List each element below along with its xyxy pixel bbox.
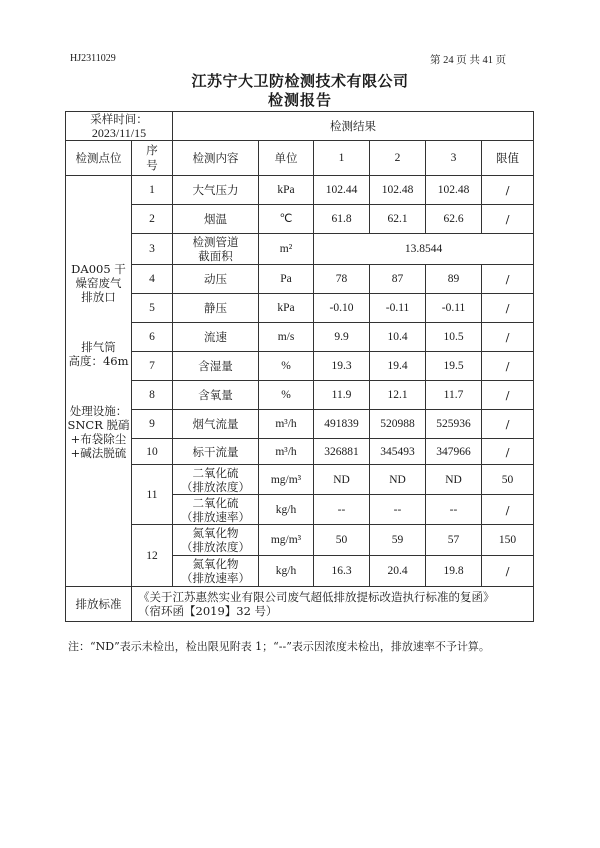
table-row — [66, 176, 534, 205]
value-cell: 11.7 — [426, 381, 482, 410]
value-cell: 520988 — [370, 410, 426, 439]
table-row — [66, 234, 534, 265]
limit-cell: / — [482, 439, 534, 465]
value-cell: 102.44 — [314, 176, 370, 205]
item-cell: 静压 — [173, 294, 259, 323]
item-cell: 烟气流量 — [173, 410, 259, 439]
item-cell: 流速 — [173, 323, 259, 352]
value-cell: 326881 — [314, 439, 370, 465]
item-cell: 氮氧化物 （排放速率） — [173, 556, 259, 587]
value-cell: ND — [314, 465, 370, 495]
value-cell: 19.4 — [370, 352, 426, 381]
item-cell: 含氧量 — [173, 381, 259, 410]
page-info: 第 24 页 共 41 页 — [430, 55, 507, 66]
unit-cell: mg/m³ — [259, 465, 314, 495]
value-cell: 491839 — [314, 410, 370, 439]
unit-cell: mg/m³ — [259, 525, 314, 556]
seq-cell: 10 — [132, 439, 173, 465]
value-cell: 57 — [426, 525, 482, 556]
unit-cell: kg/h — [259, 495, 314, 525]
seq-cell: 3 — [132, 234, 173, 265]
standard-label: 排放标准 — [66, 587, 132, 622]
table-row — [66, 410, 534, 439]
value-cell: 50 — [314, 525, 370, 556]
item-cell: 烟温 — [173, 205, 259, 234]
value-cell: 62.6 — [426, 205, 482, 234]
value-cell: 19.8 — [426, 556, 482, 587]
item-cell: 二氧化硫 （排放速率） — [173, 495, 259, 525]
seq-cell: 7 — [132, 352, 173, 381]
company-title: 江苏宁大卫防检测技术有限公司 — [191, 72, 409, 90]
value-cell: 102.48 — [426, 176, 482, 205]
item-cell: 二氧化硫 （排放浓度） — [173, 465, 259, 495]
results-header: 检测结果 — [173, 112, 534, 141]
limit-cell: / — [482, 495, 534, 525]
value-cell: 19.3 — [314, 352, 370, 381]
value-cell: 10.4 — [370, 323, 426, 352]
value-cell: ND — [426, 465, 482, 495]
limit-cell: / — [482, 176, 534, 205]
value-cell: -- — [314, 495, 370, 525]
unit-cell: kPa — [259, 176, 314, 205]
seq-cell: 6 — [132, 323, 173, 352]
unit-cell: kg/h — [259, 556, 314, 587]
unit-cell: m/s — [259, 323, 314, 352]
value-cell: 59 — [370, 525, 426, 556]
item-cell: 大气压力 — [173, 176, 259, 205]
item-cell: 标干流量 — [173, 439, 259, 465]
limit-cell: / — [482, 556, 534, 587]
value-cell: 12.1 — [370, 381, 426, 410]
table-row — [66, 323, 534, 352]
unit-cell: m³/h — [259, 439, 314, 465]
table-row — [66, 525, 534, 556]
limit-cell: / — [482, 323, 534, 352]
value-cell: 347966 — [426, 439, 482, 465]
limit-cell: / — [482, 381, 534, 410]
standard-text: 《关于江苏惠然实业有限公司废气超低排放提标改造执行标准的复函》 （宿环函【2019】32 号） — [132, 587, 534, 622]
limit-cell: / — [482, 294, 534, 323]
value-cell: -0.11 — [370, 294, 426, 323]
value-cell: 9.9 — [314, 323, 370, 352]
col-header-limit: 限值 — [482, 141, 534, 176]
limit-cell: / — [482, 352, 534, 381]
item-cell: 动压 — [173, 265, 259, 294]
point-description: DA005 干 燥窑废气 排放口 排气筒 高度：46m 处理设施： SNCR 脱硝 +布袋除尘 +碱法脱硫 — [66, 176, 132, 587]
item-cell: 氮氧化物 （排放浓度） — [173, 525, 259, 556]
value-cell: 61.8 — [314, 205, 370, 234]
value-cell: -- — [370, 495, 426, 525]
seq-cell: 9 — [132, 410, 173, 439]
value-cell: 102.48 — [370, 176, 426, 205]
unit-cell: kPa — [259, 294, 314, 323]
value-cell: -0.10 — [314, 294, 370, 323]
item-cell: 检测管道 截面积 — [173, 234, 259, 265]
seq-cell: 4 — [132, 265, 173, 294]
sample-date: 2023/11/15 — [91, 126, 147, 140]
value-cell: 19.5 — [426, 352, 482, 381]
sample-time-cell — [66, 112, 173, 141]
table-row — [66, 381, 534, 410]
col-header-r2: 2 — [370, 141, 426, 176]
col-header-point: 检测点位 — [66, 141, 132, 176]
col-header-r1: 1 — [314, 141, 370, 176]
value-cell: 89 — [426, 265, 482, 294]
value-cell: 11.9 — [314, 381, 370, 410]
unit-cell: ℃ — [259, 205, 314, 234]
value-cell: 78 — [314, 265, 370, 294]
seq-cell: 2 — [132, 205, 173, 234]
table-row — [66, 465, 534, 495]
sample-time-label: 采样时间： — [90, 112, 148, 126]
unit-cell: m² — [259, 234, 314, 265]
col-header-item: 检测内容 — [173, 141, 259, 176]
limit-cell: / — [482, 265, 534, 294]
limit-cell: / — [482, 205, 534, 234]
seq-cell: 1 — [132, 176, 173, 205]
table-row — [66, 294, 534, 323]
table-row — [66, 265, 534, 294]
unit-cell: Pa — [259, 265, 314, 294]
table-row — [66, 352, 534, 381]
value-cell: 62.1 — [370, 205, 426, 234]
table-row — [66, 205, 534, 234]
seq-cell: 8 — [132, 381, 173, 410]
report-id: HJ2311029 — [70, 53, 116, 64]
unit-cell: % — [259, 381, 314, 410]
limit-cell: / — [482, 410, 534, 439]
value-cell: 20.4 — [370, 556, 426, 587]
limit-cell: 150 — [482, 525, 534, 556]
col-header-seq: 序号 — [132, 141, 173, 176]
value-cell: 87 — [370, 265, 426, 294]
value-cell: 16.3 — [314, 556, 370, 587]
table-row — [66, 439, 534, 465]
seq-cell: 11 — [132, 465, 173, 525]
footnote: 注：“ND”表示未检出，检出限见附表 1；“--”表示因浓度未检出，排放速率不予计算。 — [68, 640, 490, 653]
merged-value-cell: 13.8544 — [314, 234, 534, 265]
value-cell: 525936 — [426, 410, 482, 439]
table-row — [66, 587, 534, 622]
seq-cell: 5 — [132, 294, 173, 323]
seq-cell: 12 — [132, 525, 173, 587]
value-cell: 10.5 — [426, 323, 482, 352]
item-cell: 含湿量 — [173, 352, 259, 381]
value-cell: -- — [426, 495, 482, 525]
value-cell: ND — [370, 465, 426, 495]
value-cell: -0.11 — [426, 294, 482, 323]
results-table — [65, 111, 534, 622]
report-title: 检测报告 — [267, 91, 332, 109]
unit-cell: m³/h — [259, 410, 314, 439]
unit-cell: % — [259, 352, 314, 381]
value-cell: 345493 — [370, 439, 426, 465]
limit-cell: 50 — [482, 465, 534, 495]
col-header-unit: 单位 — [259, 141, 314, 176]
col-header-r3: 3 — [426, 141, 482, 176]
